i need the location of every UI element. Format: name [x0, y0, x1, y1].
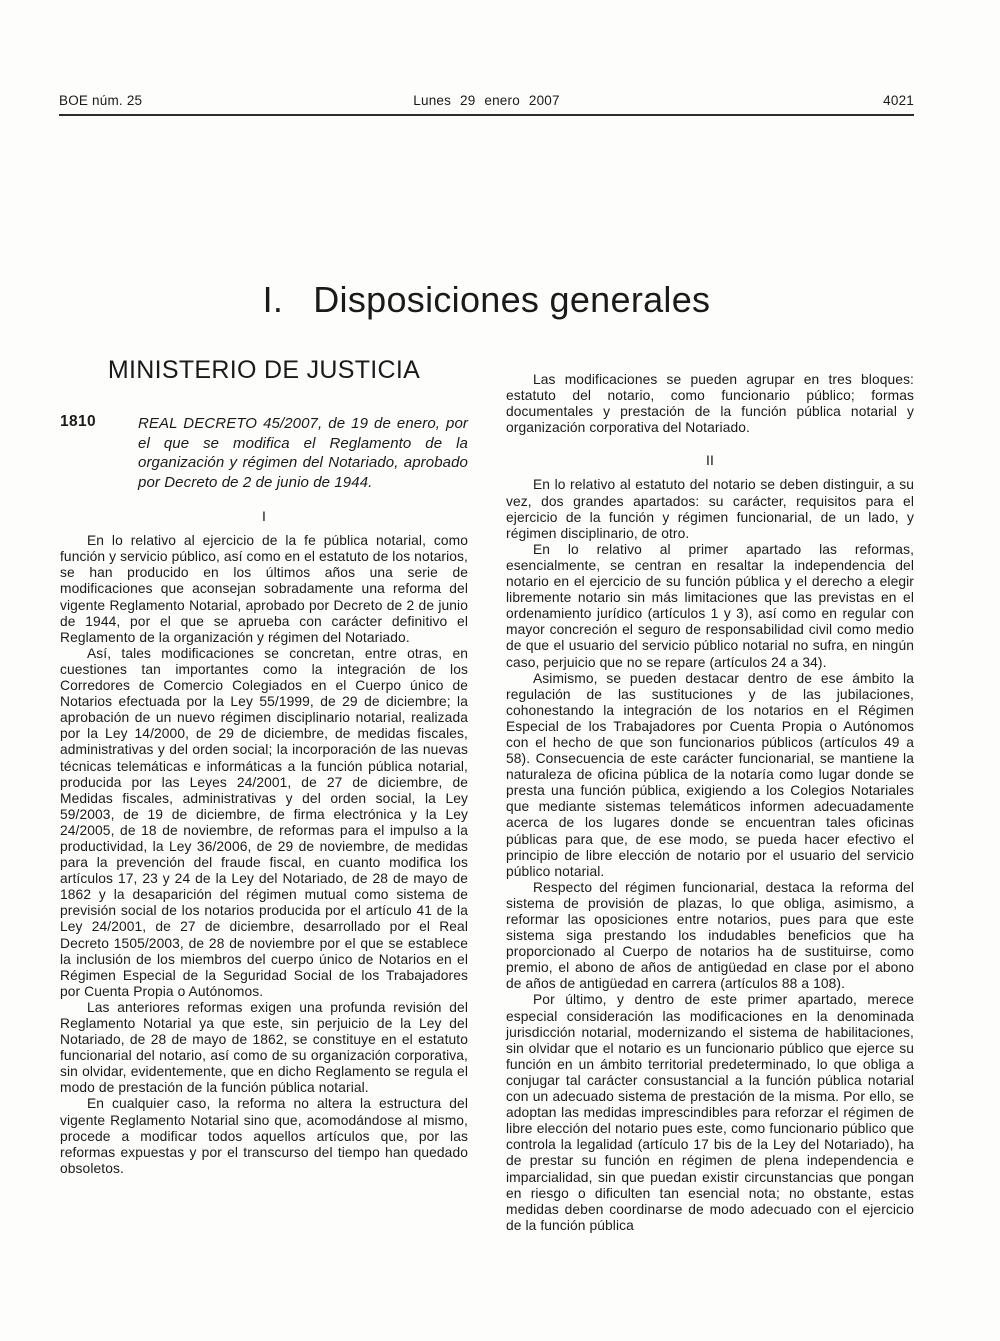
- paragraph: Por último, y dentro de este primer apartado, merece especial consideración las modificaciones en la denominada jurisdicción notarial, modernizando el sistema de habilitaciones, sin olvidar que el notario es un funcionario público que ejerce su función en un ámbito territorial predeterminado, lo que obliga a conjugar tal carácter consustancial a la función pública notarial con un adecuado sistema de prestación de la misma. Por ello, se adoptan las medidas imprescindibles para reforzar el régimen de libre elección del notario pues este, como funcionario público que controla la legalidad (artículo 17 bis de la Ley del Notariado), ha de prestar su función en régimen de plena independencia e imparcialidad, sin que puedan existir circunstancias que pongan en riesgo o dificulten tan esencial nota; no obstante, estas medidas deben coordinarse de modo adecuado con el ejercicio de la función pública: [506, 992, 914, 1233]
- paragraph: Las anteriores reformas exigen una profunda revisión del Reglamento Notarial ya que este, sin perjuicio de la Ley del Notariado, de 28 de mayo de 1862, se constituye en el estatuto funcionarial del notario, así como de su organización corporativa, sin olvidar, evidentemente, que en dicho Reglamento se regula el modo de prestación de la función pública notarial.: [60, 999, 468, 1096]
- paragraph: Asimismo, se pueden destacar dentro de ese ámbito la regulación de las sustituciones y de las jubilaciones, cohonestando la integración de los notarios en el Régimen Especial de los Trabajadores por Cuenta Propia o Autónomos con el hecho de que son funcionarios públicos (artículos 49 a 58). Consecuencia de este carácter funcionarial, se mantiene la naturaleza de oficina pública de la notaría como lugar donde se presta una función pública, exigiendo a los Colegios Notariales que mediante sistemas telemáticos informen adecuadamente acerca de los lugares donde se encuentran tales oficinas públicas para que, de ese modo, se pueda hacer efectivo el principio de libre elección de notario por el usuario del servicio público notarial.: [506, 670, 914, 879]
- article-title: REAL DECRETO 45/2007, de 19 de enero, por el que se modifica el Reglamento de la organización y régimen del Notariado, aprobado por Decreto de 2 de junio de 1944.: [138, 415, 468, 491]
- paragraph: En lo relativo al ejercicio de la fe pública notarial, como función y servicio público, así como en el estatuto de los notarios, se han producido en los últimos años una serie de modificaciones que aconsejan sobradamente una reforma del vigente Reglamento Notarial, aprobado por Decreto de 2 de junio de 1944, por el que se aprueba con carácter definitivo el Reglamento de la organización y régimen del Notariado.: [60, 533, 468, 645]
- issue-date: Lunes 29 enero 2007: [413, 93, 560, 108]
- page-header: [59, 93, 914, 116]
- subsection-heading-i: I: [262, 508, 266, 525]
- section-title: [59, 279, 914, 321]
- left-column: [60, 356, 468, 1177]
- paragraph: En lo relativo al primer apartado las reformas, esencialmente, se centran en resaltar la independencia del notario en el ejercicio de su función pública y el derecho a elegir libremente notario sin más limitaciones que las previstas en el ordenamiento jurídico (artículos 1 y 3), así como en regular con mayor concreción el seguro de responsabilidad civil como medio de que el usuario del servicio público notarial no sufra, en ningún caso, perjuicio que no se repare (artículos 24 a 34).: [506, 541, 914, 670]
- section-title-text: Disposiciones generales: [313, 279, 711, 321]
- paragraph: Así, tales modificaciones se concretan, entre otras, en cuestiones tan importantes como la integración de los Corredores de Comercio Colegiados en el Cuerpo único de Notarios efectuada por la Ley 55/1999, de 29 de diciembre; la aprobación de un nuevo régimen disciplinario notarial, realizada por la Ley 14/2000, de 29 de diciembre, de medidas fiscales, administrativas y del orden social; la incorporación de las nuevas técnicas telemáticas e informáticas a la función pública notarial, producida por las Leyes 24/2001, de 27 de diciembre, de Medidas fiscales, administrativas y del orden social, la Ley 59/2003, de 19 de diciembre, de firma electrónica y la Ley 24/2005, de 18 de noviembre, de reformas para el impulso a la productividad, la Ley 36/2006, de 29 de noviembre, de medidas para la prevención del fraude fiscal, en cuanto modifica los artículos 17, 23 y 24 de la Ley del Notariado, de 28 de mayo de 1862 y la desaparición del régimen mutual como sistema de previsión social de los notarios producida por el artículo 41 de la Ley 24/2001, de 27 de diciembre, desarrollado por el Real Decreto 1505/2003, de 28 de noviembre por el que se establece la inclusión de los miembros del cuerpo único de Notarios en el Régimen Especial de la Seguridad Social de los Trabajadores por Cuenta Propia o Autónomos.: [60, 645, 468, 999]
- page-number: 4021: [883, 93, 914, 108]
- paragraph: En cualquier caso, la reforma no altera la estructura del vigente Reglamento Notarial sino que, acomodándose al mismo, procede a modificar todos aquellos artículos que, por las reformas expuestas y por el transcurso del tiempo han quedado obsoletos.: [60, 1096, 468, 1176]
- article-number: 1810: [60, 413, 97, 431]
- section-title-roman: I.: [262, 279, 284, 321]
- issue-number: BOE núm. 25: [59, 93, 143, 108]
- paragraph: Respecto del régimen funcionarial, destaca la reforma del sistema de provisión de plazas, lo que obliga, asimismo, a reformar las oposiciones entre notarios, pues para que este sistema siga prestando los indudables beneficios que ha proporcionado al Cuerpo de notarios ha de sustituirse, como premio, el abono de años de antigüedad en clase por el abono de años de antigüedad en carrera (artículos 88 a 108).: [506, 879, 914, 992]
- ministry-heading: MINISTERIO DE JUSTICIA: [107, 356, 421, 384]
- paragraph: En lo relativo al estatuto del notario se deben distinguir, a su vez, dos grandes apartados: su carácter, requisitos para el ejercicio de la función y régimen funcionarial, de un lado, y régimen disciplinario, de otro.: [506, 477, 914, 541]
- right-column: [506, 372, 914, 1234]
- article-heading: [60, 414, 468, 492]
- subsection-heading-ii: II: [706, 452, 714, 469]
- paragraph: Las modificaciones se pueden agrupar en tres bloques: estatuto del notario, como funcionario público; formas documentales y prestación de la función pública notarial y organización corporativa del Notariado.: [506, 372, 914, 436]
